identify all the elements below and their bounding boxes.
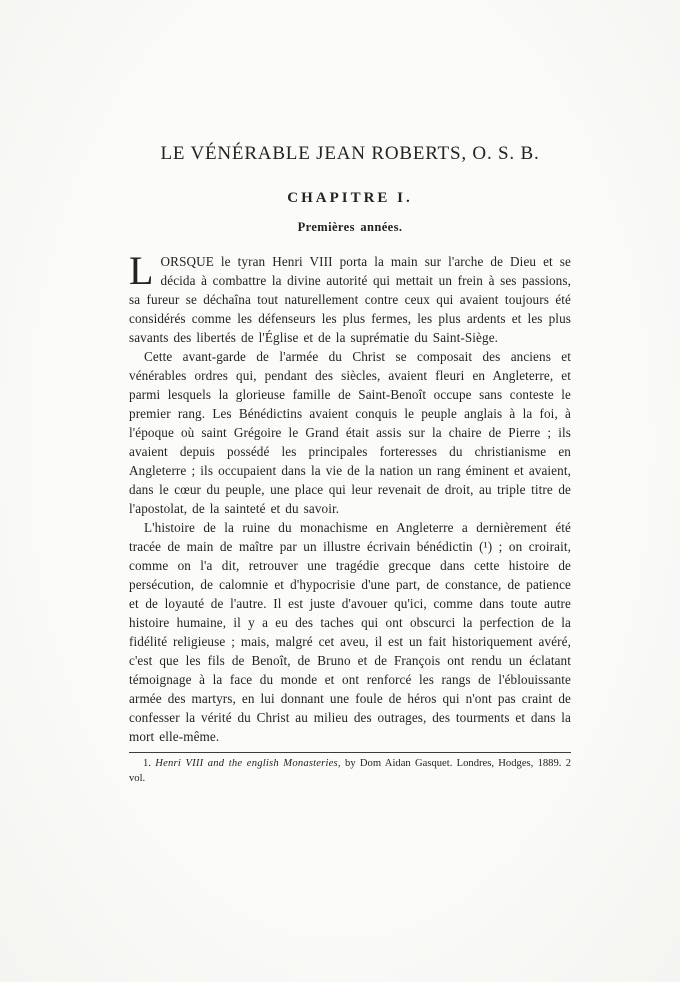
chapter-heading: CHAPITRE I. bbox=[287, 190, 413, 206]
paragraph-3: L'histoire de la ruine du monachisme en Angleterre a dernièrement été tracée de main de maître par un illustre écrivain bénédictin (¹) ; on croirait, comme on l'a dit, retrouver une tragédie grecque dans cette histoire de persécution, de calomnie et d'hypocrisie d'une part, de constance, de patience et de loyauté de l'autre. Il est juste d'avouer qu'ici, comme dans toute autre histoire humaine, il y a eu des taches qui ont obscurci la perfection de la fidélité religieuse ; mais, malgré cet aveu, il est un fait historiquement avéré, c'est que les fils de Benoît, de Bruno et de François ont rendu un éclatant témoignage à la face du monde et ont renforcé les rangs de l'éblouissante armée des martyrs, en lui donnant une foule de héros qui n'ont pas craint de confesser la vérité du Christ au milieu des outrages, des tourments et dans la mort elle-même. bbox=[129, 520, 571, 744]
footnote bbox=[129, 757, 571, 786]
paragraph-1 bbox=[129, 248, 571, 347]
footnote-divider bbox=[129, 752, 571, 753]
paragraph-2: Cette avant-garde de l'armée du Christ se composait des anciens et vénérables ordres qui, pendant des siècles, avaient fleuri en Angleterre, et parmi lesquels la glorieuse famille de Saint-Benoît occupe sans conteste le premier rang. Les Bénédictins avaient conquis le peuple anglais à la foi, à l'époque où saint Grégoire le Grand était assis sur la chaire de Pierre ; ils avaient depuis possédé les principales forteresses du christianisme en Angleterre ; ils occupaient dans la vie de la nation un rang éminent et avaient, dans le cœur du peuple, une place qui leur revenait de droit, au triple titre de l'apostolat, de la sainteté et du savoir. bbox=[129, 349, 571, 516]
paragraph-1-text: ORSQUE le tyran Henri VIII porta la main sur l'arche de Dieu et se décida à combattre la divine autorité qui mettait un frein à ses passions, sa fureur se déchaîna tout naturellement contre ceux qui avaient toujours été considérés comme les défenseurs les plus fermes, les plus ardents et les plus savants des libertés de l'Église et de la suprématie du Saint-Siège. bbox=[129, 254, 571, 345]
chapter-subtitle: Premières années. bbox=[297, 220, 403, 234]
drop-cap: L bbox=[129, 248, 154, 293]
footnote-marker: 1. bbox=[143, 758, 156, 769]
text-column bbox=[129, 143, 571, 786]
book-title: LE VÉNÉRABLE JEAN ROBERTS, O. S. B. bbox=[160, 143, 540, 164]
footnote-book-title: Henri VIII and the english Monasteries, bbox=[155, 758, 341, 769]
body-text bbox=[129, 248, 571, 746]
footnote-rest: by Dom Aidan Gasquet. Londres, Hodges, 1889. 2 vol. bbox=[129, 758, 572, 784]
